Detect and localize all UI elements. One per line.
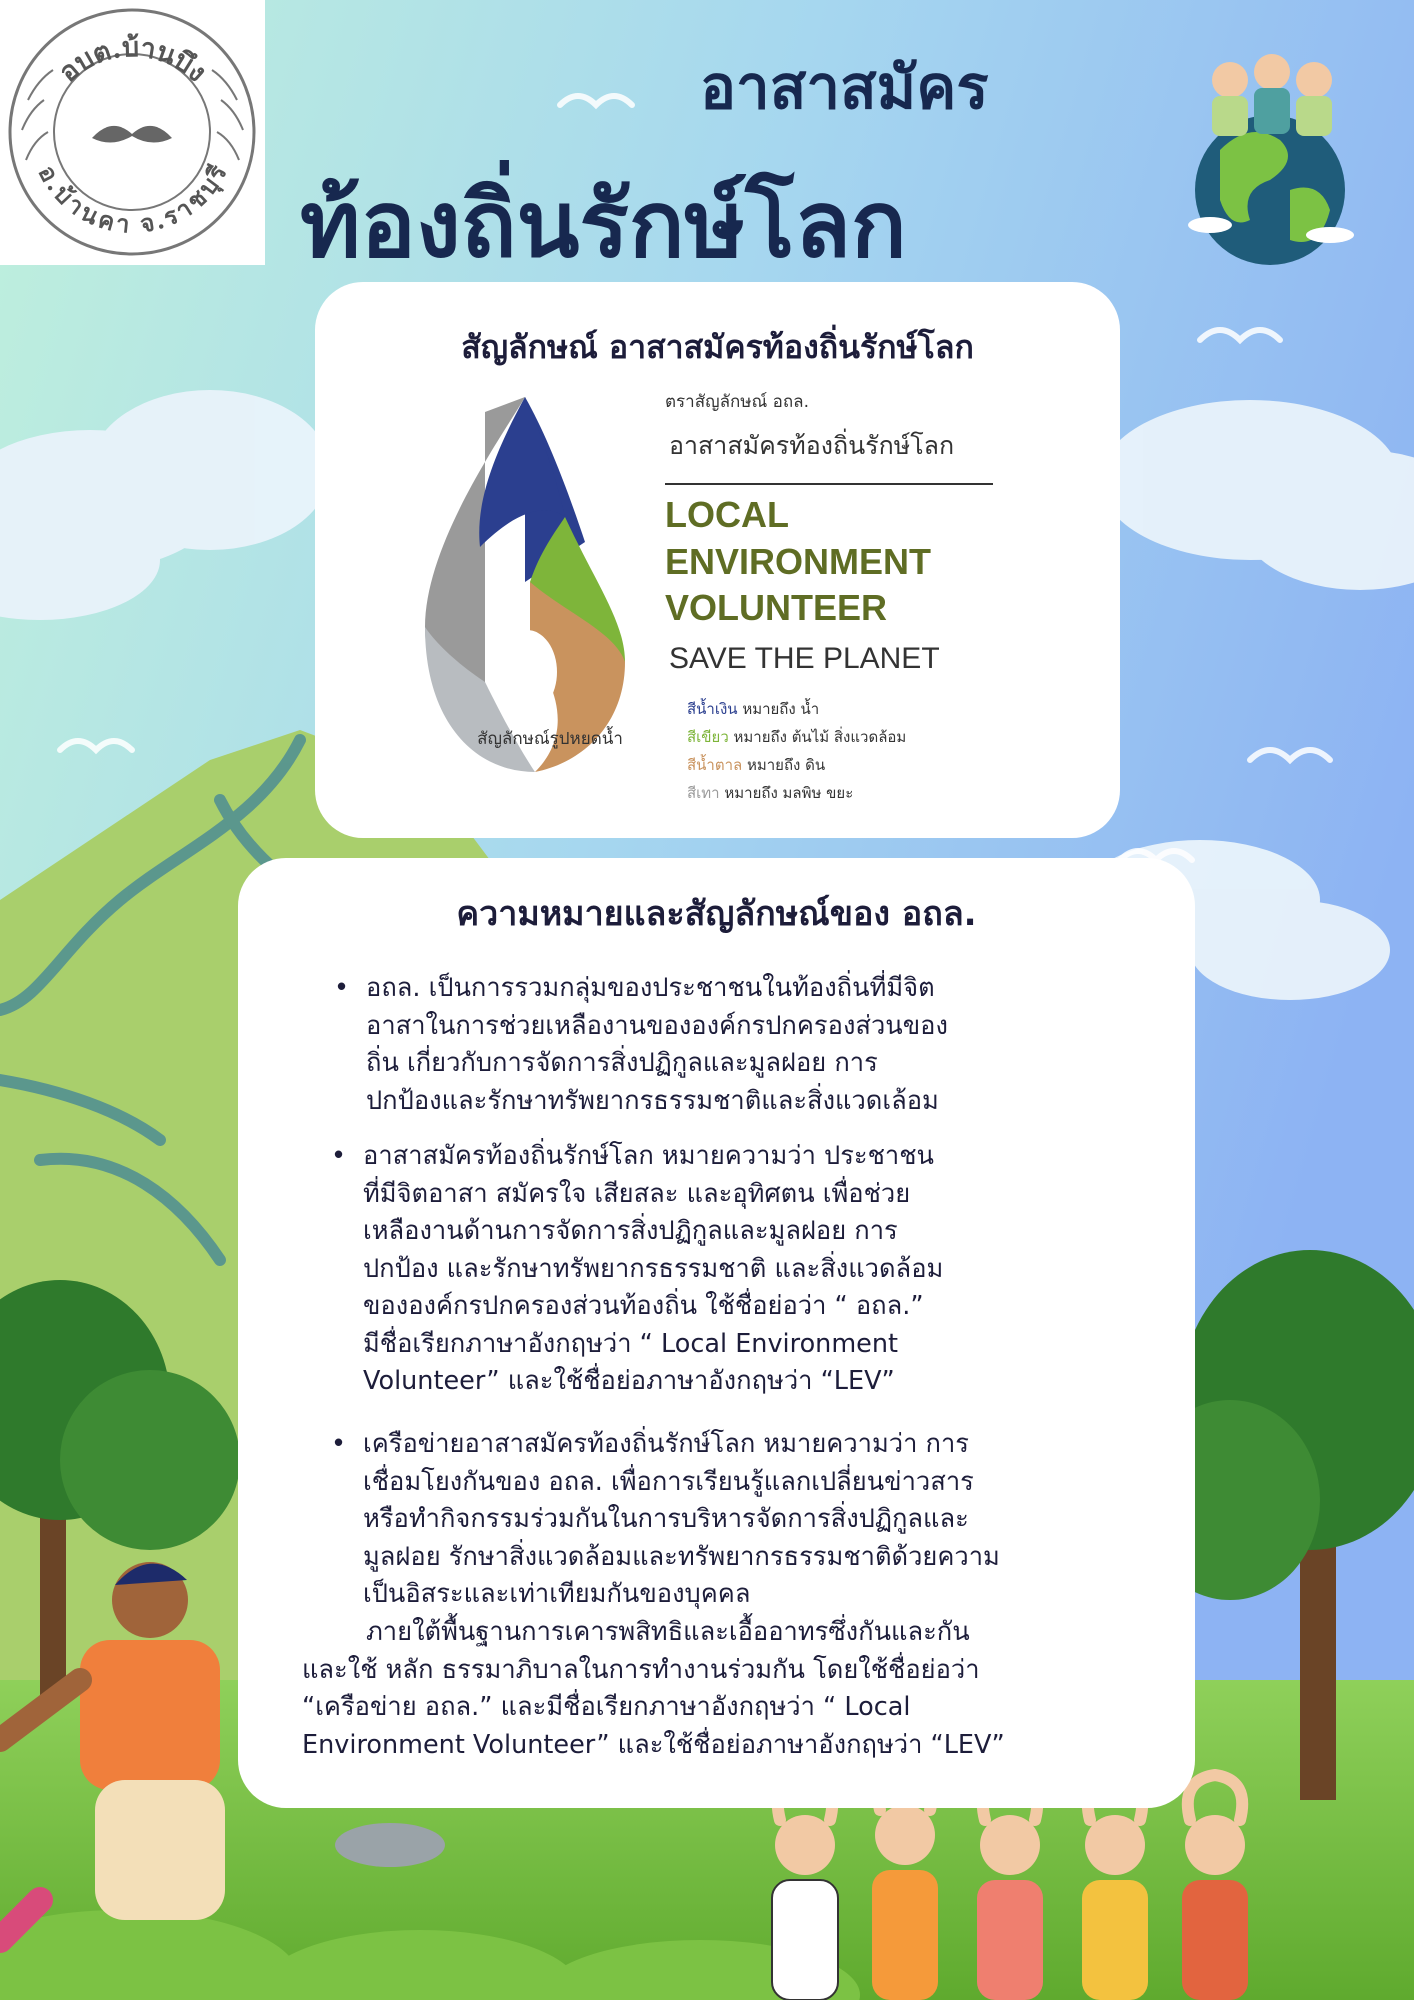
meaning-card-heading: ความหมายและสัญลักษณ์ของ อถล. [456,894,977,934]
bullet-item-2 [331,1138,1163,1401]
legend-entry [687,726,906,746]
bullet-3-line: เป็นอิสระและเท่าเทียมกันของบุคคล [363,1579,751,1609]
mark-label: ตราสัญลักษณ์ อถล. [665,392,809,412]
emblem-district: อ.บ้านคา จ.ราชบุรี [32,160,233,239]
bullet-3-line: มูลฝอย รักษาสิ่งแวดล้อมและทรัพยากรธรรมชาติด้วยความ [363,1541,1000,1572]
legend-color-name: สีน้ำตาล [687,756,747,774]
bullet-dot-icon: • [331,1141,347,1171]
bullet-2-line: เหลืองานด้านการจัดการสิ่งปฏิกูลและมูลฝอย การ [363,1216,898,1246]
emblem-org-name: อบต.บ้านบึง [53,32,213,89]
bullet-dot-icon: • [334,973,350,1003]
legend-meaning: หมายถึง ต้นไม้ สิ่งแวดล้อม [733,728,907,746]
logo-english-line-1: LOCAL [665,494,789,535]
logo-english-line-2: ENVIRONMENT [665,541,932,582]
bullet-3-line: เครือข่ายอาสาสมัครท้องถิ่นรักษ์โลก หมายความว่า การ [363,1429,969,1459]
bullet-2-line: ปกป้อง และรักษาทรัพยากรธรรมชาติ และสิ่งแวดล้อม [363,1253,944,1284]
logo-thai-name: อาสาสมัครท้องถิ่นรักษ์โลก [669,431,955,460]
bullet-3-line: หรือทำกิจกรรมร่วมกันในการบริหารจัดการสิ่งปฏิกูลและ [363,1504,969,1534]
closing-paragraph [302,1614,1182,1764]
emblem-crest-icon [92,126,172,143]
legend-entry [687,754,825,774]
legend-entry [687,784,853,802]
bullet-item-1 [334,970,1166,1120]
paragraph-line: “เครือข่าย อถล.” และมีชื่อเรียกภาษาอังกฤษว่า “ Local [302,1692,911,1722]
color-legend [687,698,906,802]
bullet-1-line: อถล. เป็นการรวมกลุ่มของประชาชนในท้องถิ่นที่มีจิต [366,973,935,1003]
bullet-2-line: ที่มีจิตอาสา สมัครใจ เสียสละ และอุทิศตน เพื่อช่วย [363,1178,911,1209]
bullet-2-line: อาสาสมัครท้องถิ่นรักษ์โลก หมายความว่า ประชาชน [363,1141,934,1171]
logo-tagline: SAVE THE PLANET [669,642,940,675]
bullet-2-line: Volunteer” และใช้ชื่อย่อภาษาอังกฤษว่า “LEV” [363,1366,895,1396]
logo-card-heading: สัญลักษณ์ อาสาสมัครท้องถิ่นรักษ์โลก [461,328,974,366]
legend-meaning: หมายถึง น้ำ [742,700,820,718]
bullet-2-line: ขององค์กรปกครองส่วนท้องถิ่น ใช้ชื่อย่อว่า “ อถล.” [363,1291,924,1321]
paragraph-line: Environment Volunteer” และใช้ชื่อย่อภาษาอังกฤษว่า “LEV” [302,1729,1005,1760]
organization-emblem [0,0,265,265]
bullet-1-line: อาสาในการช่วยเหลืองานขององค์กรปกครองส่วนของ [366,1010,948,1041]
bullet-1-line: ถิ่น เกี่ยวกับการจัดการสิ่งปฏิกูลและมูลฝอย การ [366,1048,878,1078]
bullet-2-line: มีชื่อเรียกภาษาอังกฤษว่า “ Local Environment [363,1328,899,1359]
paragraph-line: และใช้ หลัก ธรรมาภิบาลในการทำงานร่วมกัน โดยใช้ชื่อย่อว่า [302,1654,980,1685]
meaning-card [238,858,1195,1808]
svg-text:อ.บ้านคา จ.ราชบุรี [33,160,233,238]
drop-caption: สัญลักษณ์รูปหยดน้ำ [477,729,623,749]
bullet-item-3 [331,1426,1173,1614]
logo-card [315,282,1120,838]
bullet-3-line: เชื่อมโยงกันของ อถล. เพื่อการเรียนรู้แลกเปลี่ยนข่าวสาร [363,1466,974,1497]
water-drop-icon [425,397,625,772]
title-line-1: อาสาสมัคร [700,53,989,123]
svg-text:อบต.บ้านบึง [53,32,212,88]
legend-meaning: หมายถึง มลพิษ ขยะ [724,784,854,802]
title-line-2: ท้องถิ่นรักษ์โลก [300,171,907,278]
paragraph-line: ภายใต้พื้นฐานการเคารพสิทธิและเอื้ออาทรซึ่งกันและกัน [366,1617,970,1647]
legend-meaning: หมายถึง ดิน [746,756,826,774]
logo-english-line-3: VOLUNTEER [665,587,888,628]
bullet-1-line: ปกป้องและรักษาทรัพยากรธรรมชาติและสิ่งแวดเล้อม [366,1085,939,1116]
legend-entry [687,698,819,718]
legend-color-name: สีเขียว [687,728,734,746]
bullet-dot-icon: • [331,1429,347,1459]
legend-color-name: สีน้ำเงิน [687,700,743,718]
lev-logo [315,282,1120,838]
legend-color-name: สีเทา [687,784,725,802]
